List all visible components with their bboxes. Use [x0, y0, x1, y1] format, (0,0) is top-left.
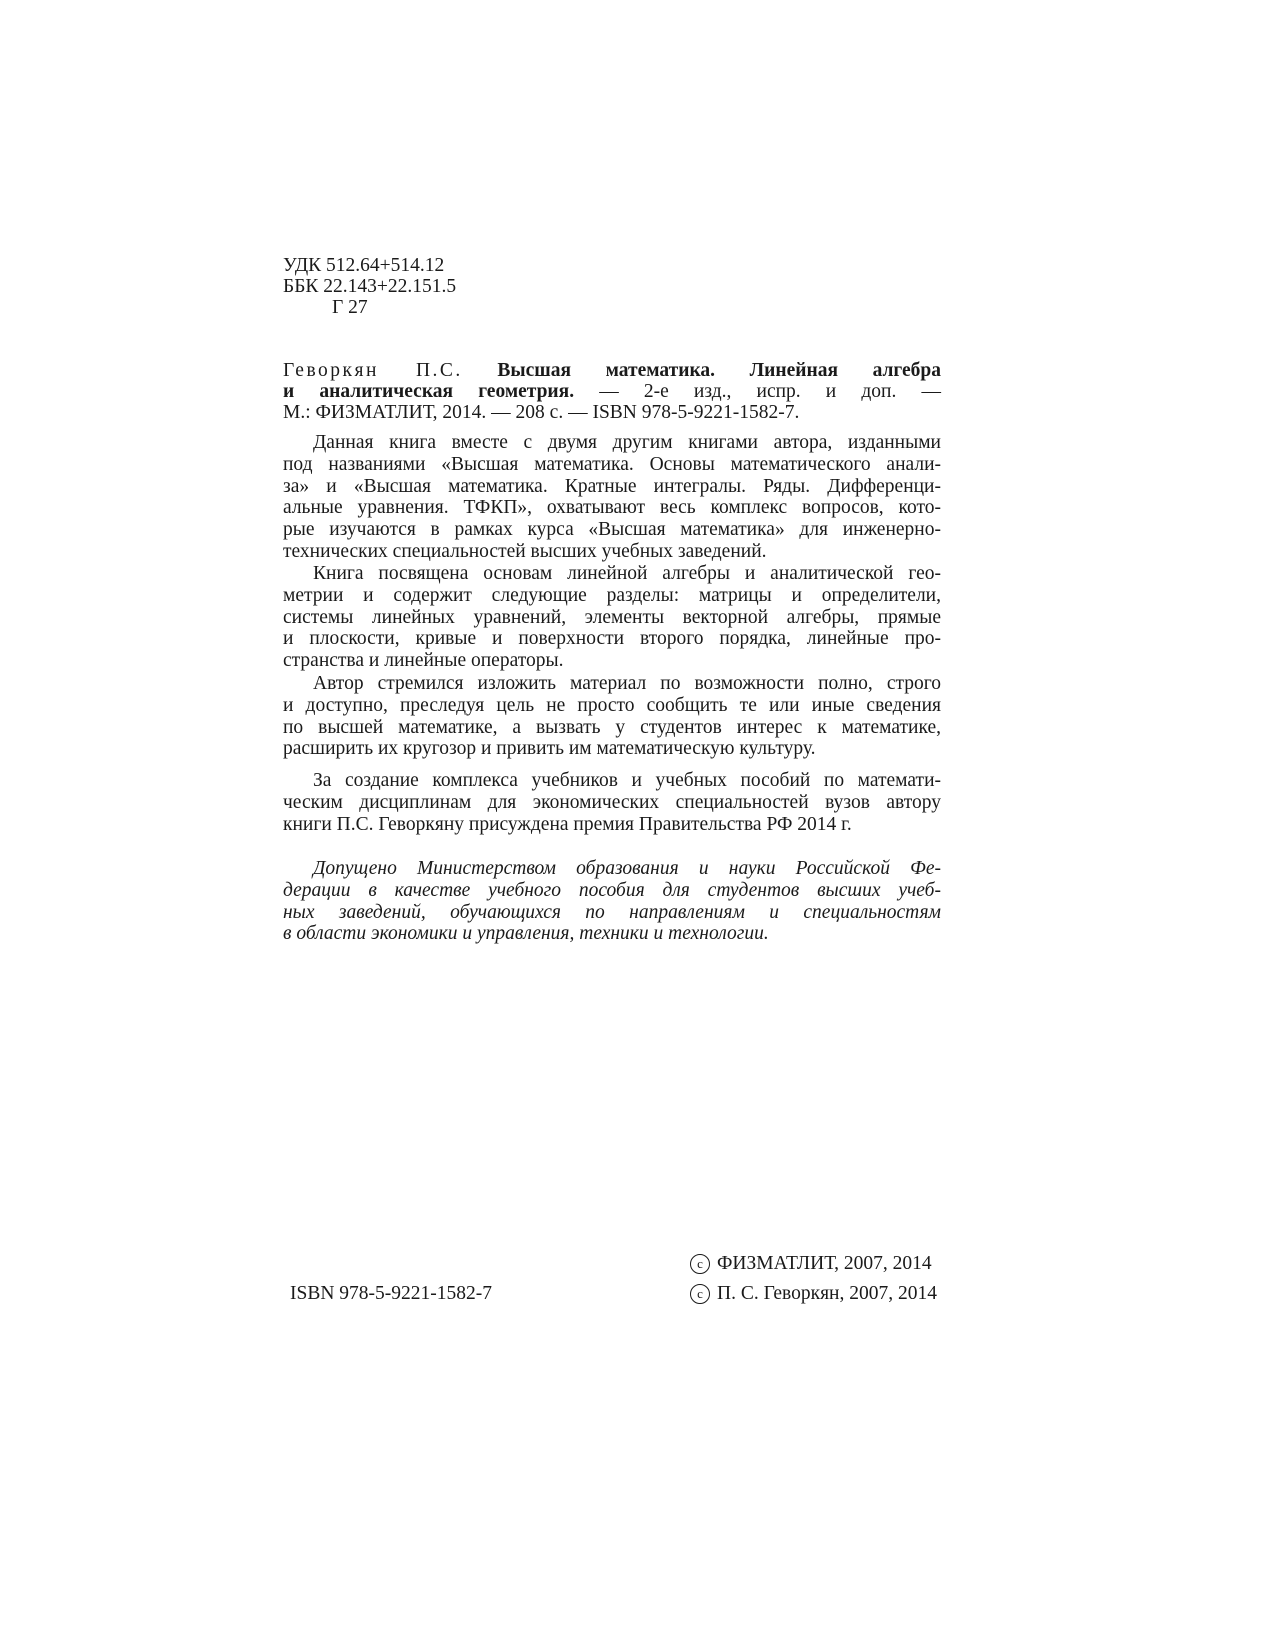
abstract-line: Книга посвящена основам линейной алгебры и аналитической гео- — [313, 563, 941, 584]
abstract-line: метрии и содержит следующие разделы: матрицы и определители, — [283, 584, 941, 606]
copyright-author — [690, 1283, 937, 1304]
isbn: ISBN 978-5-9221-1582-7 — [290, 1283, 493, 1304]
bbk-code: ББК 22.143+22.151.5 — [283, 276, 457, 297]
award-line: ческим дисциплинам для экономических специальностей вузов автору — [283, 791, 941, 813]
abstract-line: Данная книга вместе с двумя другим книгами автора, изданными — [313, 432, 941, 453]
bibliographic-record — [283, 360, 941, 423]
abstract-line: за» и «Высшая математика. Кратные интегралы. Ряды. Дифференци- — [283, 475, 941, 497]
award-line: книги П.С. Геворкяну присуждена премия Правительства РФ 2014 г. — [283, 813, 852, 835]
biblio-title-part-2: и аналитическая геометрия. — [283, 381, 575, 402]
abstract-line: рые изучаются в рамках курса «Высшая математика» для инженерно- — [283, 519, 941, 541]
abstract-line: альные уравнения. ТФКП», охватывают весь комплекс вопросов, кото- — [283, 497, 941, 519]
biblio-title-part-1: Высшая математика. Линейная алгебра — [497, 360, 942, 381]
approval-line: ных заведений, обучающихся по направлениям и специальностям — [283, 901, 941, 923]
biblio-line-1 — [283, 360, 941, 381]
abstract-paragraph-3 — [283, 673, 941, 760]
biblio-line-3: М.: ФИЗМАТЛИТ, 2014. — 208 с. — ISBN 978-5-9221-1582-7. — [283, 402, 800, 423]
ministry-approval — [283, 858, 941, 945]
award-note — [283, 770, 941, 835]
abstract-line: расширить их кругозор и привить им математическую культуру. — [283, 738, 816, 760]
abstract-line: системы линейных уравнений, элементы векторной алгебры, прямые — [283, 606, 941, 628]
approval-line: Допущено Министерством образования и науки Российской Фе- — [313, 858, 941, 879]
abstract-line: и плоскости, кривые и поверхности второго порядка, линейные про- — [283, 628, 941, 650]
copyright-icon: c — [690, 1254, 710, 1274]
author-mark: Г 27 — [332, 297, 368, 318]
copyright-publisher-text: ФИЗМАТЛИТ, 2007, 2014 — [717, 1253, 932, 1274]
abstract-paragraph-1 — [283, 432, 941, 563]
approval-line: дерации в качестве учебного пособия для студентов высших учеб- — [283, 879, 941, 901]
copyright-icon: c — [690, 1284, 710, 1304]
abstract-line: технических специальностей высших учебных заведений. — [283, 540, 767, 562]
abstract-line: странства и линейные операторы. — [283, 650, 564, 672]
abstract-paragraph-2 — [283, 563, 941, 672]
award-line: За создание комплекса учебников и учебных пособий по математи- — [313, 770, 941, 791]
copyright-author-text: П. С. Геворкян, 2007, 2014 — [717, 1283, 937, 1304]
abstract-line: по высшей математике, а вызвать у студентов интерес к математике, — [283, 716, 941, 738]
copyright-publisher — [690, 1253, 932, 1274]
approval-line: в области экономики и управления, техники и технологии. — [283, 923, 769, 945]
abstract-line: под названиями «Высшая математика. Основы математического анали- — [283, 453, 941, 475]
abstract-line: Автор стремился изложить материал по возможности полно, строго — [313, 673, 941, 694]
biblio-author: Геворкян П.С. — [283, 360, 463, 381]
classification-codes — [283, 255, 456, 318]
biblio-line-2 — [283, 381, 941, 402]
biblio-edition: — 2-е изд., испр. и доп. — — [599, 381, 941, 402]
udk-code: УДК 512.64+514.12 — [283, 255, 445, 276]
abstract-line: и доступно, преследуя цель не просто сообщить те или иные сведения — [283, 694, 941, 716]
